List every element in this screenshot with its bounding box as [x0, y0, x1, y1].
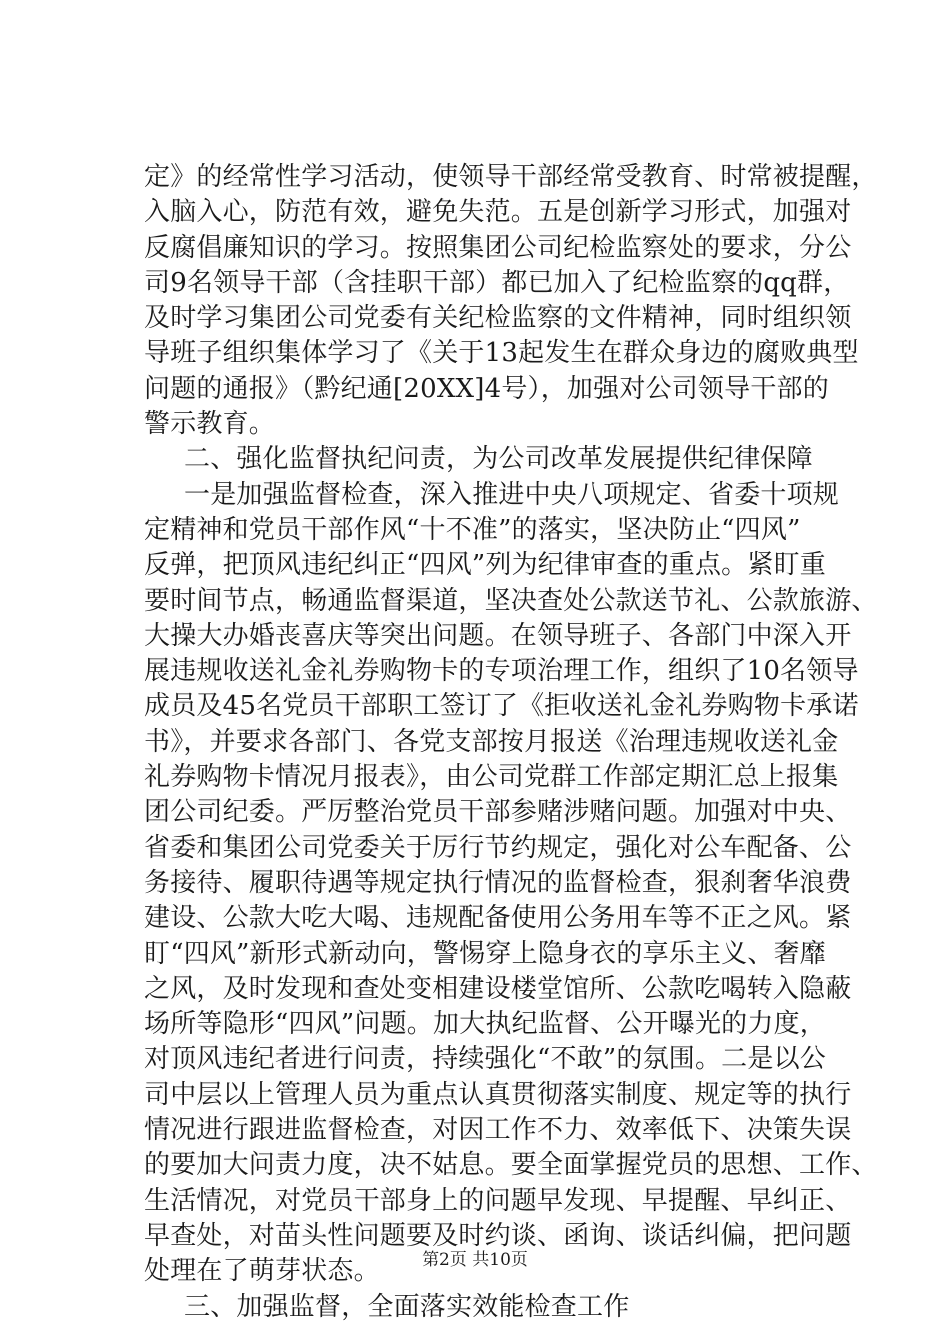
body-line: 大操大办婚丧喜庆等突出问题。在领导班子、各部门中深入开: [144, 620, 852, 651]
body-line: 反腐倡廉知识的学习。按照集团公司纪检监察处的要求，分公: [144, 232, 852, 263]
page-footer: [0, 1245, 950, 1270]
body-line: 展违规收送礼金礼券购物卡的专项治理工作，组织了10名领导: [144, 656, 859, 687]
body-line: 场所等隐形“四风”问题。加大执纪监督、公开曝光的力度，: [144, 1009, 826, 1040]
body-line: 早查处，对苗头性问题要及时约谈、函询、谈话纠偏，把问题: [144, 1220, 852, 1251]
body-line: 成员及45名党员干部职工签订了《拒收送礼金礼券购物卡承诺: [144, 691, 859, 722]
body-line: 定》的经常性学习活动，使领导干部经常受教育、时常被提醒，: [144, 162, 878, 192]
body-line: 处理在了萌芽状态。: [144, 1256, 380, 1287]
body-line: 司9名领导干部（含挂职干部）都已加入了纪检监察的qq群，: [144, 267, 850, 298]
body-line: 情况进行跟进监督检查，对因工作不力、效率低下、决策失误: [144, 1115, 852, 1146]
body-line: 的要加大问责力度，决不姑息。要全面掌握党员的思想、工作、: [144, 1150, 878, 1181]
section-heading: 二、强化监督执纪问责，为公司改革发展提供纪律保障: [184, 444, 813, 475]
body-line: 警示教育。: [144, 409, 276, 440]
body-line: 要时间节点，畅通监督渠道，坚决查处公款送节礼、公款旅游、: [144, 585, 878, 616]
body-line: 生活情况，对党员干部身上的问题早发现、早提醒、早纠正、: [144, 1185, 852, 1216]
body-line: 务接待、履职待遇等规定执行情况的监督检查，狠刹奢华浪费: [144, 867, 852, 898]
section-heading: 三、加强监督，全面落实效能检查工作: [184, 1291, 630, 1322]
body-line: 司中层以上管理人员为重点认真贯彻落实制度、规定等的执行: [144, 1079, 852, 1110]
body-line: 入脑入心，防范有效，避免失范。五是创新学习形式，加强对: [144, 197, 852, 228]
body-line: 问题的通报》（黔纪通[20XX]4号），加强对公司领导干部的: [144, 373, 829, 404]
body-line: 书》，并要求各部门、各党支部按月报送《治理违规收送礼金: [144, 726, 839, 757]
page-number-label: 第2页 共10页: [422, 1250, 528, 1270]
body-line: 礼券购物卡情况月报表》，由公司党群工作部定期汇总上报集: [144, 762, 839, 793]
body-line: 之风，及时发现和查处变相建设楼堂馆所、公款吃喝转入隐蔽: [144, 973, 852, 1004]
body-line: 反弹，把顶风违纪纠正“四风”列为纪律审查的重点。紧盯重: [144, 550, 826, 581]
body-line: 对顶风违纪者进行问责，持续强化“不敢”的氛围。二是以公: [144, 1044, 826, 1075]
body-line: 建设、公款大吃大喝、违规配备使用公务用车等不正之风。紧: [144, 903, 852, 934]
body-line: 团公司纪委。严厉整治党员干部参赌涉赌问题。加强对中央、: [144, 797, 852, 828]
paragraph-first-line: 一是加强监督检查，深入推进中央八项规定、省委十项规: [184, 479, 840, 510]
body-line: 定精神和党员干部作风“十不准”的落实，坚决防止“四风”: [144, 514, 801, 545]
body-line: 导班子组织集体学习了《关于13起发生在群众身边的腐败典型: [144, 338, 859, 369]
body-line: 省委和集团公司党委关于厉行节约规定，强化对公车配备、公: [144, 832, 852, 863]
document-body: [144, 160, 878, 1325]
body-line: 及时学习集团公司党委有关纪检监察的文件精神，同时组织领: [144, 303, 852, 334]
body-line: 盯“四风”新形式新动向，警惕穿上隐身衣的享乐主义、奢靡: [144, 938, 826, 969]
